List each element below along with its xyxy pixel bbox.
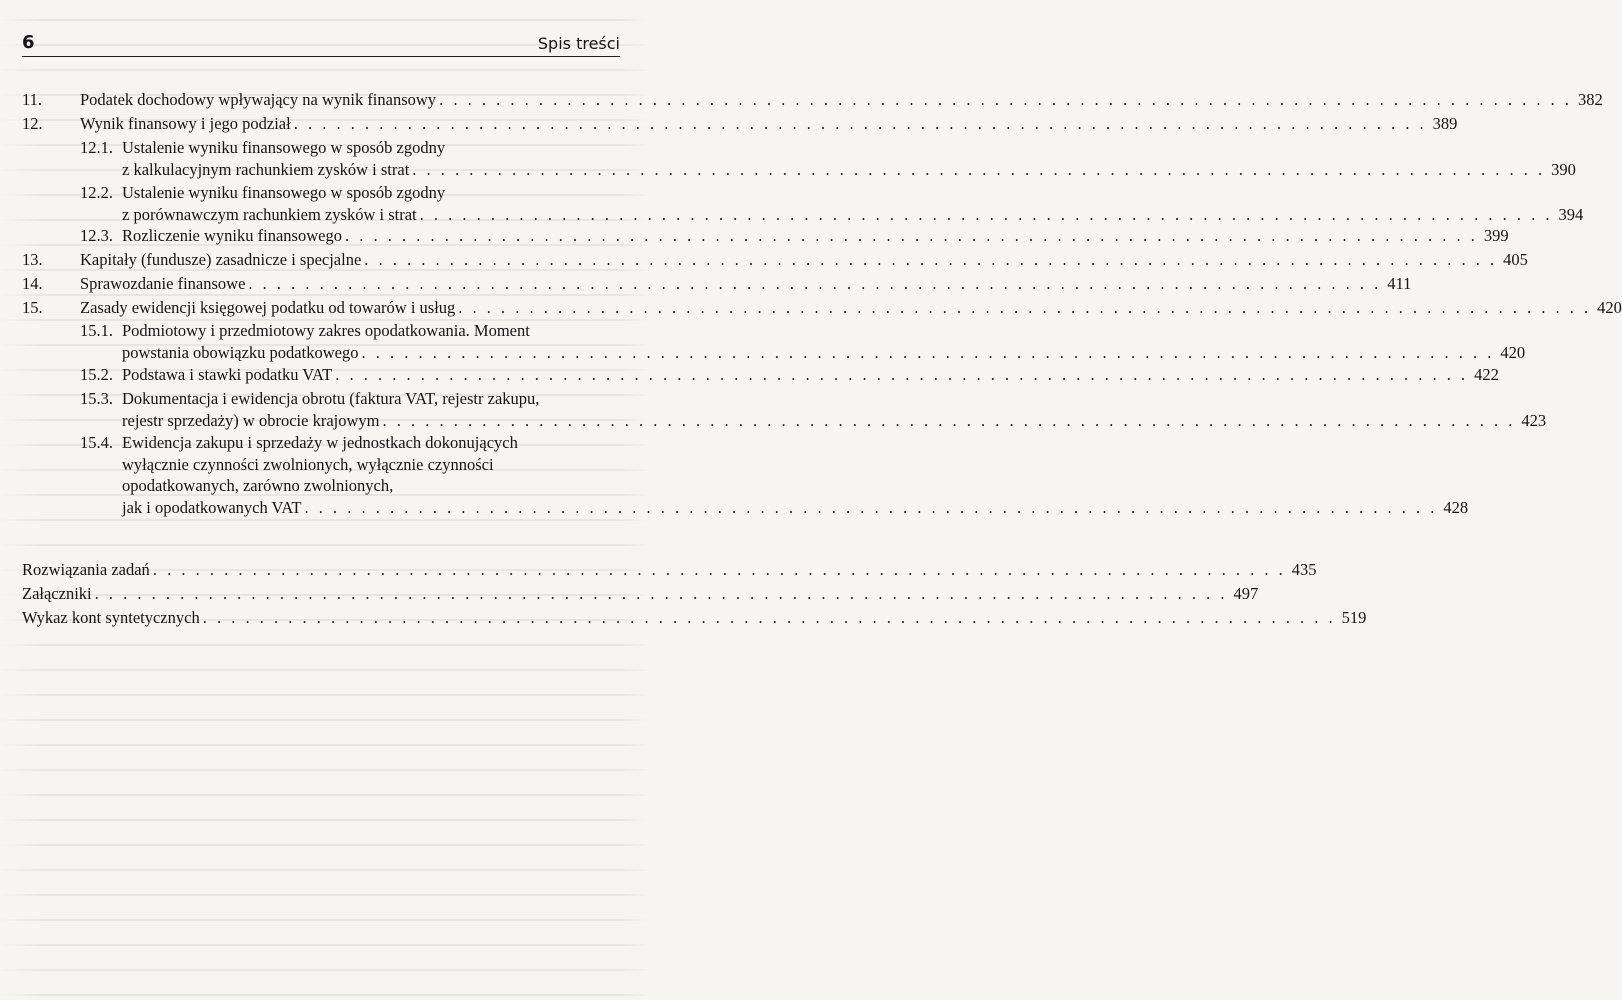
toc-entry bbox=[22, 297, 1622, 319]
dot-leader: . . . . . . . . . . . . . . . . . . . . . . . . . . . . . . . . . . . . . . . . . . . . . . . . . . . . . . . . . . . . . . . . . . . . . . . . . . . . . . . . bbox=[335, 365, 1469, 384]
toc-entry-page: 497 bbox=[1233, 584, 1259, 603]
toc-entry-number: 15.4. bbox=[80, 433, 113, 452]
toc-entry-number: 15.2. bbox=[80, 365, 113, 384]
toc-entry-title: Rozliczenie wyniku finansowego bbox=[122, 226, 342, 245]
toc-entry-title: jak i opodatkowanych VAT bbox=[122, 497, 302, 517]
toc-entry-title: Ustalenie wyniku finansowego w sposób zgodny bbox=[122, 138, 446, 157]
toc-entry-page: 420 bbox=[1597, 298, 1622, 317]
toc-entry-title: Dokumentacja i ewidencja obrotu (faktura VAT, rejestr zakupu, bbox=[122, 389, 540, 408]
toc-entry-page: 389 bbox=[1432, 114, 1458, 133]
toc-entry-title: wyłącznie czynności zwolnionych, wyłącznie czynności bbox=[122, 454, 494, 474]
toc-entry-page: 394 bbox=[1558, 204, 1584, 224]
toc-entry-page: 411 bbox=[1387, 274, 1412, 293]
toc-entry-page: 519 bbox=[1341, 608, 1367, 627]
toc-entry-number: 13. bbox=[22, 250, 43, 269]
toc-entry-number: 14. bbox=[22, 274, 43, 293]
toc-entry bbox=[80, 225, 1509, 247]
toc-entry bbox=[80, 364, 1499, 386]
toc-entry bbox=[22, 559, 1317, 581]
toc-entry-number: 11. bbox=[22, 90, 43, 109]
toc-entry bbox=[80, 320, 1526, 363]
toc-entry-page: 422 bbox=[1474, 365, 1499, 384]
dot-leader: . . . . . . . . . . . . . . . . . . . . . . . . . . . . . . . . . . . . . . . . . . . . . . . . . . . . . . . . . . . . . . . . . . . . . . . . . . . . . . . . bbox=[458, 298, 1592, 317]
running-title: Spis treści bbox=[537, 34, 620, 53]
toc-entry-page: 428 bbox=[1443, 497, 1469, 517]
dot-leader: . . . . . . . . . . . . . . . . . . . . . . . . . . . . . . . . . . . . . . . . . . . . . . . . . . . . . . . . . . . . . . . . . . . . . . . . . . . . . . . . bbox=[439, 90, 1572, 109]
dot-leader: . . . . . . . . . . . . . . . . . . . . . . . . . . . . . . . . . . . . . . . . . . . . . . . . . . . . . . . . . . . . . . . . . . . . . . . . . . . . . . . . bbox=[344, 226, 1478, 245]
toc-entry-number: 15.1. bbox=[80, 321, 113, 340]
toc-entry-title: z kalkulacyjnym rachunkiem zysków i strat bbox=[122, 159, 410, 179]
toc-entry-title: rejestr sprzedaży) w obrocie krajowym bbox=[122, 410, 380, 430]
dot-leader: . . . . . . . . . . . . . . . . . . . . . . . . . . . . . . . . . . . . . . . . . . . . . . . . . . . . . . . . . . . . . . . . . . . . . . . . . . . . . . . . bbox=[382, 410, 1516, 430]
toc-entry-title: Podstawa i stawki podatku VAT bbox=[122, 365, 333, 384]
dot-leader: . . . . . . . . . . . . . . . . . . . . . . . . . . . . . . . . . . . . . . . . . . . . . . . . . . . . . . . . . . . . . . . . . . . . . . . . . . . . . . . . bbox=[364, 250, 1498, 269]
toc-entry-number: 12.3. bbox=[80, 226, 113, 245]
toc-entry-title: Wykaz kont syntetycznych bbox=[22, 608, 200, 627]
toc-entry bbox=[22, 273, 1412, 295]
toc-entry-title: Rozwiązania zadań bbox=[22, 560, 150, 579]
toc-entry-title: Podmiotowy i przedmiotowy zakres opodatkowania. Moment bbox=[122, 321, 530, 340]
toc-entry-number: 15. bbox=[22, 298, 43, 317]
dot-leader: . . . . . . . . . . . . . . . . . . . . . . . . . . . . . . . . . . . . . . . . . . . . . . . . . . . . . . . . . . . . . . . . . . . . . . . . . . . . . . . . bbox=[248, 274, 1382, 293]
toc-entry-title: powstania obowiązku podatkowego bbox=[122, 342, 359, 362]
dot-leader: . . . . . . . . . . . . . . . . . . . . . . . . . . . . . . . . . . . . . . . . . . . . . . . . . . . . . . . . . . . . . . . . . . . . . . . . . . . . . . . . bbox=[412, 159, 1546, 179]
toc-entry-title: Sprawozdanie finansowe bbox=[80, 274, 246, 293]
toc-entry-number: 12.1. bbox=[80, 138, 113, 157]
toc-entry-page: 382 bbox=[1577, 90, 1603, 109]
toc-entry-page: 399 bbox=[1483, 226, 1509, 245]
dot-leader: . . . . . . . . . . . . . . . . . . . . . . . . . . . . . . . . . . . . . . . . . . . . . . . . . . . . . . . . . . . . . . . . . . . . . . . . . . . . . . . . bbox=[419, 204, 1553, 224]
toc-entry-page: 405 bbox=[1503, 250, 1528, 269]
dot-leader: . . . . . . . . . . . . . . . . . . . . . . . . . . . . . . . . . . . . . . . . . . . . . . . . . . . . . . . . . . . . . . . . . . . . . . . . . . . . . . . . bbox=[293, 114, 1427, 133]
toc-entry-page: 420 bbox=[1500, 342, 1526, 362]
dot-leader: . . . . . . . . . . . . . . . . . . . . . . . . . . . . . . . . . . . . . . . . . . . . . . . . . . . . . . . . . . . . . . . . . . . . . . . . . . . . . . . . bbox=[152, 560, 1286, 579]
dot-leader: . . . . . . . . . . . . . . . . . . . . . . . . . . . . . . . . . . . . . . . . . . . . . . . . . . . . . . . . . . . . . . . . . . . . . . . . . . . . . . . . bbox=[202, 608, 1336, 627]
toc-entry-title: z porównawczym rachunkiem zysków i strat bbox=[122, 204, 417, 224]
toc-entry-title: Wynik finansowy i jego podział bbox=[80, 114, 291, 133]
toc-entry bbox=[80, 137, 1576, 180]
toc-entry-title: opodatkowanych, zarówno zwolnionych, bbox=[122, 476, 394, 495]
toc-entry-number: 15.3. bbox=[80, 389, 113, 408]
toc-entry-title: Ewidencja zakupu i sprzedaży w jednostkach dokonujących bbox=[122, 433, 518, 452]
toc-entry-number: 12.2. bbox=[80, 183, 113, 202]
page-header bbox=[22, 30, 620, 57]
toc-entry bbox=[22, 249, 1528, 271]
toc-entry-title: Zasady ewidencji księgowej podatku od towarów i usług bbox=[80, 298, 456, 317]
toc-entry-page: 390 bbox=[1551, 159, 1576, 179]
page-number: 6 bbox=[22, 32, 35, 53]
toc-entry-title: Załączniki bbox=[22, 584, 92, 603]
toc-entry bbox=[22, 113, 1458, 135]
dot-leader: . . . . . . . . . . . . . . . . . . . . . . . . . . . . . . . . . . . . . . . . . . . . . . . . . . . . . . . . . . . . . . . . . . . . . . . . . . . . . . . . bbox=[304, 497, 1438, 517]
toc-entry-title: Podatek dochodowy wpływający na wynik finansowy bbox=[80, 90, 437, 109]
toc-entry-page: 435 bbox=[1291, 560, 1317, 579]
toc-entry bbox=[22, 583, 1259, 605]
toc-entry-title: Kapitały (fundusze) zasadnicze i specjalne bbox=[80, 250, 362, 269]
toc-entry bbox=[22, 607, 1367, 629]
toc-entry-title: Ustalenie wyniku finansowego w sposób zgodny bbox=[122, 183, 446, 202]
toc-entry-number: 12. bbox=[22, 114, 43, 133]
toc-entry bbox=[80, 432, 1469, 518]
toc-entry bbox=[22, 89, 1603, 111]
dot-leader: . . . . . . . . . . . . . . . . . . . . . . . . . . . . . . . . . . . . . . . . . . . . . . . . . . . . . . . . . . . . . . . . . . . . . . . . . . . . . . . . bbox=[94, 584, 1228, 603]
toc-entry bbox=[80, 388, 1547, 431]
toc-entry-page: 423 bbox=[1521, 410, 1547, 430]
toc-entry bbox=[80, 182, 1584, 225]
dot-leader: . . . . . . . . . . . . . . . . . . . . . . . . . . . . . . . . . . . . . . . . . . . . . . . . . . . . . . . . . . . . . . . . . . . . . . . . . . . . . . . . bbox=[361, 342, 1495, 362]
